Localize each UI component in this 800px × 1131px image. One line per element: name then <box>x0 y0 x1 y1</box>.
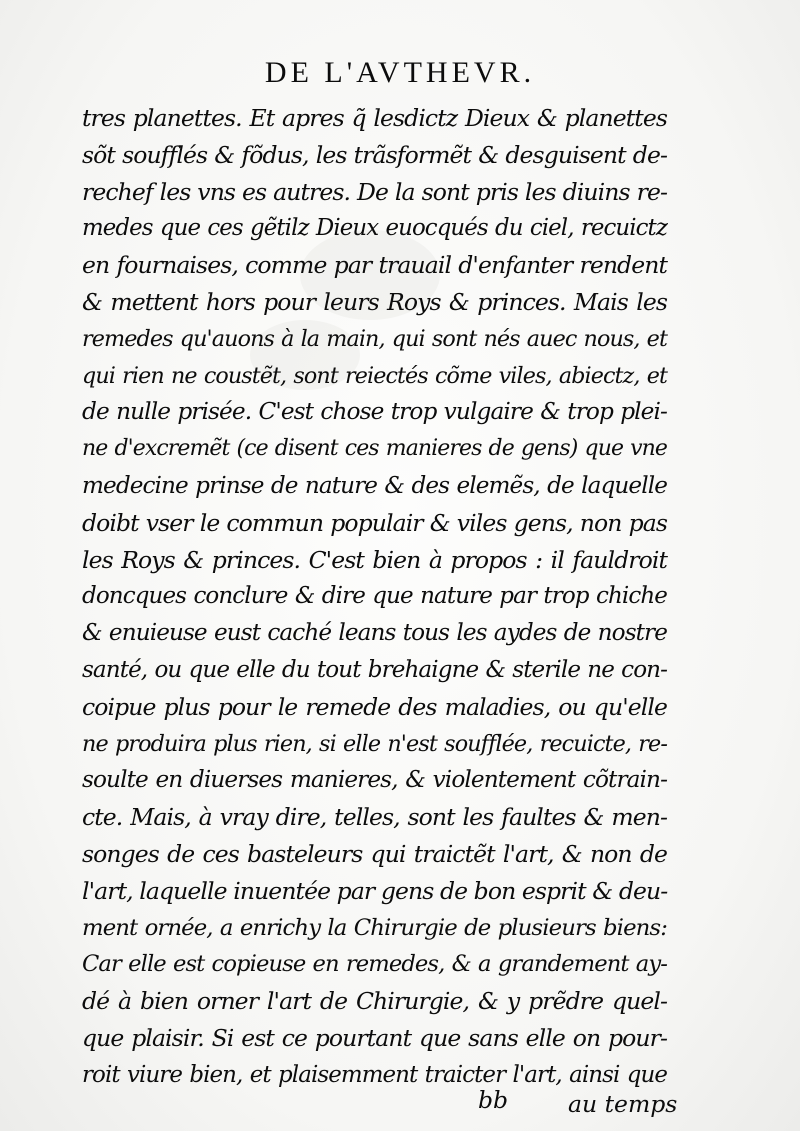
text-line: songes de ces basteleurs qui traictẽt l'art, & non de <box>82 839 667 868</box>
text-line: coipue plus pour le remede des maladies, ou qu'elle <box>82 692 667 721</box>
text-line: & enuieuse eust caché leans tous les aydes de nostre <box>82 620 667 647</box>
text-line: remedes qu'auons à la main, qui sont nés auec nous, et <box>82 325 667 352</box>
running-title: DE L'AVTHEVR. <box>264 56 536 89</box>
text-line: les Roys & princes. C'est bien à propos : il fauldroit <box>82 545 667 574</box>
body-text <box>82 100 667 1094</box>
text-line: medecine prinse de nature & des elemẽs, de laquelle <box>82 472 667 499</box>
text-line: cte. Mais, à vray dire, telles, sont les faultes & men- <box>82 803 667 832</box>
text-line: que plaisir. Si est ce pourtant que sans elle on pour- <box>82 1023 667 1052</box>
text-line: en fournaises, comme par trauail d'enfanter rendent <box>82 251 667 280</box>
text-line: de nulle prisée. C'est chose trop vulgaire & trop plei- <box>82 398 667 426</box>
text-line: rechef les vns es autres. De la sont pris les diuins re- <box>82 177 667 206</box>
text-line: roit viure bien, et plaisemment traicter l'art, ainsi que <box>82 1061 667 1088</box>
text-line: tres planettes. Et apres q̃ lesdictz Dieux & planettes <box>82 104 667 132</box>
text-line: sõt soufflés & fõdus, les trãsformẽt & desguisent de- <box>82 140 667 169</box>
signature-mark: bb <box>478 1086 509 1114</box>
text-line: qui rien ne coustẽt, sont reiectés cõme viles, abiectz, et <box>82 362 667 389</box>
text-line: ne produira plus rien, si elle n'est soufflée, recuicte, re- <box>82 730 667 757</box>
text-line: dé à bien orner l'art de Chirurgie, & y prẽdre quel- <box>82 987 667 1016</box>
text-line: & mettent hors pour leurs Roys & princes. Mais les <box>82 287 667 316</box>
catchword: au temps <box>568 1090 678 1118</box>
text-line: doncques conclure & dire que nature par trop chiche <box>82 583 667 610</box>
text-line: l'art, laquelle inuentée par gens de bon esprit & deu- <box>82 876 668 905</box>
text-line: ne d'excremẽt (ce disent ces manieres de gens) que vne <box>82 436 667 462</box>
text-line: santé, ou que elle du tout brehaigne & sterile ne con- <box>82 656 667 683</box>
text-line: medes que ces gẽtilz Dieux euocqués du ciel, recuictz <box>82 215 667 242</box>
text-line: soulte en diuerses manieres, & violentement cõtrain- <box>82 766 667 794</box>
text-line: ment ornée, a enrichy la Chirurgie de plusieurs biens: <box>82 914 667 941</box>
text-line: doibt vser le commun populair & viles gens, non pas <box>82 508 667 537</box>
page-footer <box>0 1082 800 1118</box>
text-line: Car elle est copieuse en remedes, & a grandement ay- <box>82 951 667 978</box>
